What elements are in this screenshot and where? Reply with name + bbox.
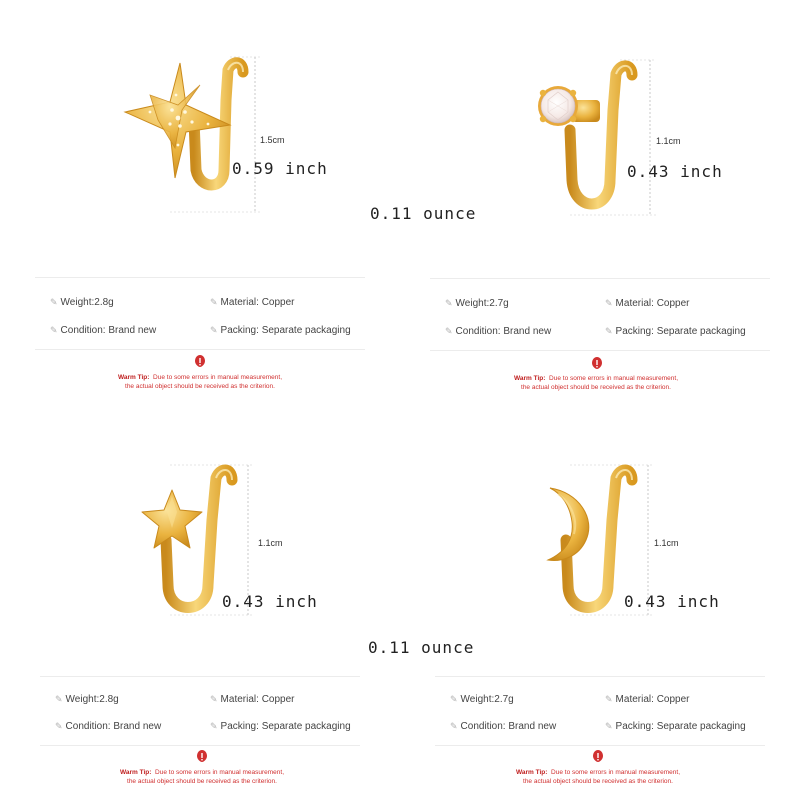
pen-icon: ✎ <box>210 694 218 704</box>
pen-icon: ✎ <box>210 325 218 335</box>
north-star-icon <box>125 63 230 178</box>
spec-packing: ✎ Packing: Separate packaging <box>210 721 351 732</box>
spec-packing: ✎ Packing: Separate packaging <box>605 326 746 337</box>
pen-icon: ✎ <box>605 298 613 308</box>
pen-icon: ✎ <box>605 326 613 336</box>
pen-icon: ✎ <box>210 721 218 731</box>
pen-icon: ✎ <box>450 721 458 731</box>
divider <box>435 676 765 677</box>
divider <box>40 676 360 677</box>
spec-condition: ✎ Condition: Brand new <box>50 325 157 336</box>
height-cm-label: 1.5cm <box>260 135 285 145</box>
ear-cuff-image-1 <box>0 0 400 240</box>
spec-material: ✎ Material: Copper <box>210 694 295 705</box>
crescent-moon-icon <box>548 488 589 560</box>
height-cm-label: 1.1cm <box>258 538 283 548</box>
pen-icon: ✎ <box>605 721 613 731</box>
weight-ounce-top: 0.11 ounce <box>370 204 477 223</box>
pen-icon: ✎ <box>445 326 453 336</box>
warm-tip: Warm Tip: Due to some errors in manual measurement, the actual object should be received as the criterion. <box>119 769 285 785</box>
pen-icon: ✎ <box>50 297 58 307</box>
product-panel-2 <box>400 0 800 400</box>
pen-icon: ✎ <box>210 297 218 307</box>
warning-icon <box>591 357 603 369</box>
spec-weight: ✎ Weight:2.8g <box>50 297 114 308</box>
divider <box>40 745 360 746</box>
spec-packing: ✎ Packing: Separate packaging <box>210 325 351 336</box>
spec-weight: ✎ Weight:2.7g <box>445 298 509 309</box>
warm-tip: Warm Tip: Due to some errors in manual measurement, the actual object should be received as the criterion. <box>513 375 679 391</box>
spec-condition: ✎ Condition: Brand new <box>445 326 552 337</box>
warm-tip: Warm Tip: Due to some errors in manual measurement, the actual object should be received as the criterion. <box>117 374 283 390</box>
pen-icon: ✎ <box>55 694 63 704</box>
product-panel-4 <box>400 400 800 800</box>
product-panel-1 <box>0 0 400 400</box>
pen-icon: ✎ <box>450 694 458 704</box>
warning-icon <box>592 750 604 762</box>
spec-weight: ✎ Weight:2.8g <box>55 694 119 705</box>
round-crystal-icon <box>538 86 600 126</box>
warning-icon <box>196 750 208 762</box>
spec-material: ✎ Material: Copper <box>210 297 295 308</box>
spec-material: ✎ Material: Copper <box>605 298 690 309</box>
spec-condition: ✎ Condition: Brand new <box>450 721 557 732</box>
height-inch-label: 0.43 inch <box>627 162 723 181</box>
product-panel-3 <box>0 400 400 800</box>
divider <box>35 349 365 350</box>
spec-packing: ✎ Packing: Separate packaging <box>605 721 746 732</box>
ear-cuff-image-3 <box>0 400 400 640</box>
spec-material: ✎ Material: Copper <box>605 694 690 705</box>
pen-icon: ✎ <box>55 721 63 731</box>
height-inch-label: 0.59 inch <box>232 159 328 178</box>
divider <box>435 745 765 746</box>
height-inch-label: 0.43 inch <box>222 592 318 611</box>
spec-condition: ✎ Condition: Brand new <box>55 721 162 732</box>
pen-icon: ✎ <box>605 694 613 704</box>
spec-weight: ✎ Weight:2.7g <box>450 694 514 705</box>
warm-tip: Warm Tip: Due to some errors in manual measurement, the actual object should be received as the criterion. <box>515 769 681 785</box>
height-cm-label: 1.1cm <box>654 538 679 548</box>
ear-cuff-image-4 <box>400 400 800 640</box>
pen-icon: ✎ <box>50 325 58 335</box>
warning-icon <box>194 355 206 367</box>
divider <box>430 350 770 351</box>
pen-icon: ✎ <box>445 298 453 308</box>
weight-ounce-bottom: 0.11 ounce <box>368 638 475 657</box>
star-icon <box>142 490 202 548</box>
height-inch-label: 0.43 inch <box>624 592 720 611</box>
height-cm-label: 1.1cm <box>656 136 681 146</box>
divider <box>35 277 365 278</box>
divider <box>430 278 770 279</box>
